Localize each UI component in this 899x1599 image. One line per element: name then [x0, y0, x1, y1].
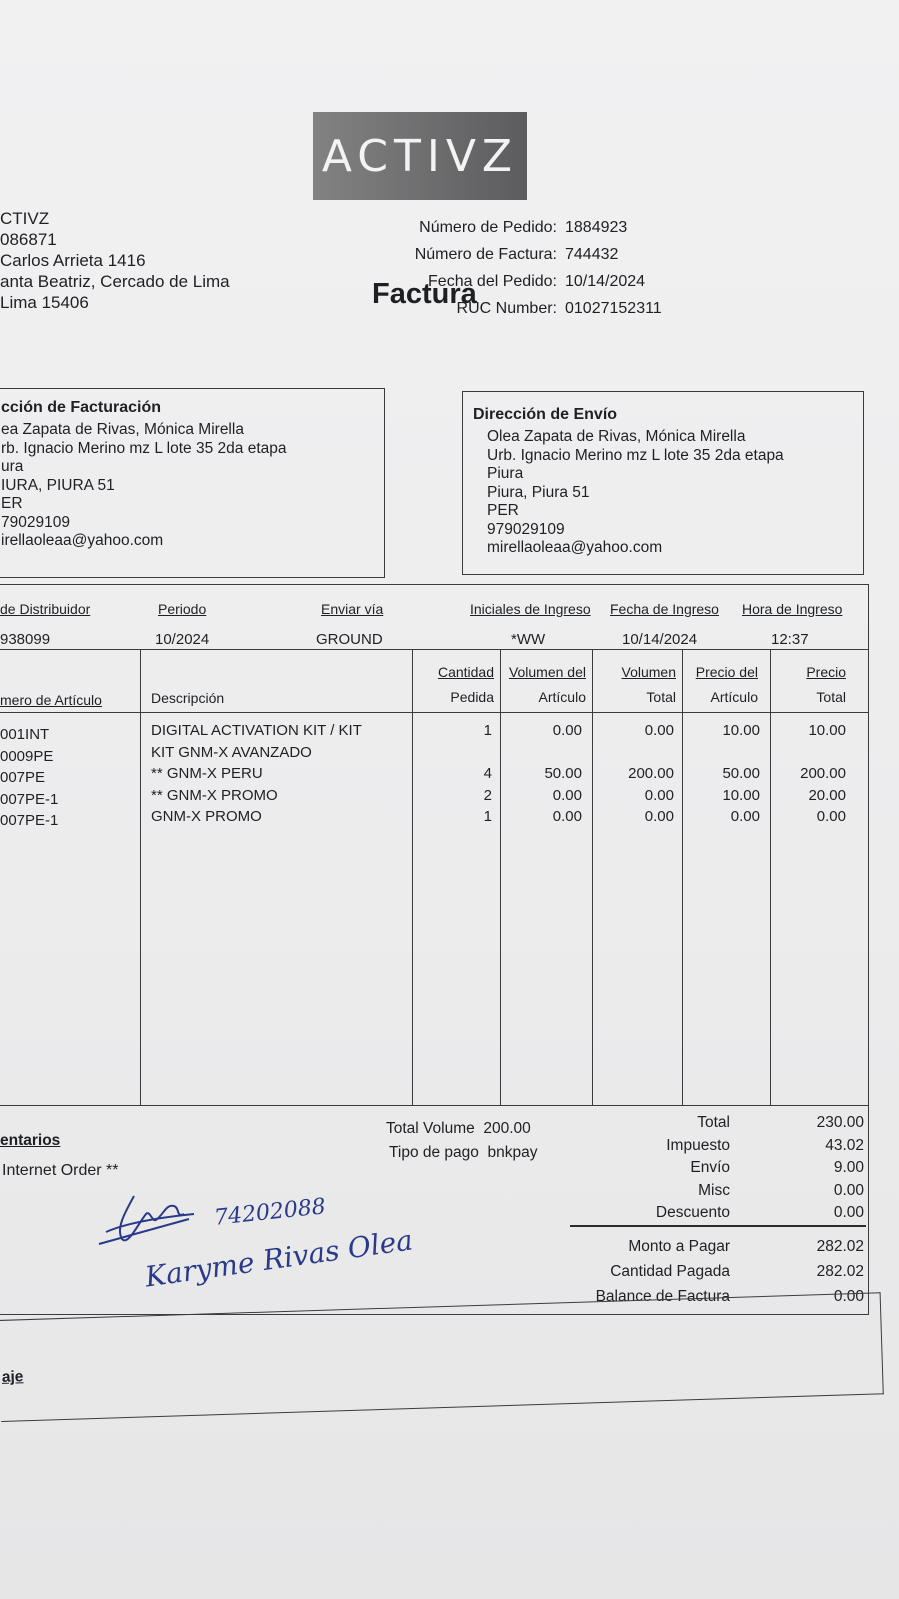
table-cell: 4: [483, 765, 492, 782]
th-item-volume-l1: Volumen del: [508, 664, 586, 680]
meta-label: RUC Number:: [456, 300, 557, 317]
table-cell: 0.00: [552, 722, 582, 739]
entry-time-value: 12:37: [771, 631, 809, 648]
distributor-header: de Distribuidor: [0, 601, 91, 617]
th-item-price: [684, 660, 758, 710]
billing-line: rb. Ignacio Merino mz L lote 35 2da etapa: [1, 439, 287, 457]
billing-address-box: [0, 388, 385, 578]
table-cell: 0.00: [552, 786, 582, 804]
table-cell: ** GNM-X PERU: [151, 765, 263, 782]
payment-type-label: Tipo de pago: [389, 1144, 479, 1161]
totals-list: [588, 1112, 864, 1225]
amount-paid-value: 282.02: [816, 1263, 864, 1280]
billing-line: ER: [1, 495, 23, 512]
table-cell: 10.00: [722, 722, 760, 739]
total-label: Total: [697, 1114, 730, 1131]
shipping-line: Olea Zapata de Rivas, Mónica Mirella: [487, 428, 746, 445]
order-date-row: [392, 268, 662, 295]
table-cell: 0009PE: [0, 747, 54, 765]
billing-line: IURA, PIURA 51: [1, 476, 115, 494]
company-address: [0, 208, 230, 313]
item-volume-column: [502, 720, 582, 828]
signature-scribble: [94, 1184, 204, 1254]
company-line: Lima 15406: [0, 293, 89, 312]
th-quantity: [414, 660, 494, 710]
entry-date-header: Fecha de Ingreso: [610, 601, 719, 617]
table-cell: 10.00: [808, 722, 846, 739]
table-cell: 0.00: [816, 808, 846, 825]
th-item-price-l1: Precio del: [695, 664, 758, 680]
shipping-address-box: [462, 391, 864, 575]
total-volume-label: Total Volume: [386, 1120, 475, 1137]
ship-via-value: GROUND: [316, 631, 383, 648]
company-line: 086871: [0, 230, 57, 249]
company-line: anta Beatriz, Cercado de Lima: [0, 272, 230, 291]
meta-value: 1884923: [565, 219, 628, 236]
table-cell: [502, 742, 582, 764]
distributor-value: 938099: [0, 631, 51, 648]
entry-time-header: Hora de Ingreso: [742, 601, 843, 617]
th-quantity-l1: Cantidad: [437, 664, 494, 680]
tax-row: [588, 1135, 864, 1158]
article-number-column: [0, 724, 58, 832]
total-volume-row: [386, 1118, 531, 1141]
table-cell: 007PE: [0, 769, 46, 786]
table-cell: [684, 742, 760, 764]
total-price-column: [772, 720, 846, 828]
amount-due-row: [572, 1234, 864, 1259]
table-cell: ** GNM-X PROMO: [151, 786, 278, 804]
items-table-frame: [0, 584, 869, 1106]
meta-label: Número de Pedido:: [419, 219, 557, 236]
table-cell: GNM-X PROMO: [151, 808, 262, 825]
entry-date-value: 10/14/2024: [622, 631, 698, 648]
billing-heading: cción de Facturación: [1, 399, 162, 416]
billing-line: ea Zapata de Rivas, Mónica Mirella: [1, 421, 244, 438]
th-total-volume: [594, 660, 676, 710]
table-cell: 1: [483, 722, 492, 739]
misc-label: Misc: [698, 1181, 730, 1199]
table-cell: 007PE-1: [0, 812, 59, 829]
shipping-line: Piura, Piura 51: [487, 483, 590, 501]
shipping-cost-row: [588, 1157, 864, 1180]
misc-value: 0.00: [833, 1181, 864, 1199]
shipping-line: Urb. Ignacio Merino mz L lote 35 2da etapa: [487, 446, 784, 464]
th-total-volume-l2: Total: [646, 689, 676, 705]
table-cell: 2: [483, 786, 492, 804]
table-cell: 0.00: [644, 786, 674, 804]
billing-line: ura: [1, 458, 24, 475]
entry-initials-header: Iniciales de Ingreso: [470, 601, 591, 617]
amount-paid-label: Cantidad Pagada: [610, 1263, 730, 1280]
handwritten-id-number: 74202088: [213, 1194, 327, 1231]
company-line: Carlos Arrieta 1416: [0, 251, 146, 270]
order-meta: [392, 214, 662, 322]
order-number-row: [392, 214, 662, 241]
payment-type-value: bnkpay: [487, 1144, 538, 1161]
table-cell: 0.00: [730, 808, 760, 825]
totals-divider: [570, 1225, 866, 1227]
th-total-volume-l1: Volumen: [621, 664, 676, 680]
activz-logo: ACTIVZ: [313, 112, 527, 200]
totals-frame: [0, 1104, 869, 1315]
column-divider: [592, 650, 593, 1105]
table-cell: 20.00: [808, 786, 846, 804]
th-quantity-l2: Pedida: [450, 689, 494, 705]
handwritten-name: Karyme Rivas Olea: [143, 1223, 415, 1294]
amount-due-label: Monto a Pagar: [628, 1238, 730, 1255]
payment-type-row: [389, 1142, 538, 1165]
meta-value: 10/14/2024: [565, 273, 646, 290]
th-total-price: [772, 660, 846, 710]
th-item-volume-l2: Artículo: [538, 689, 586, 705]
discount-row: [588, 1202, 864, 1225]
shipping-heading: Dirección de Envío: [473, 406, 618, 423]
table-cell: 200.00: [800, 765, 846, 782]
total-value: 230.00: [816, 1114, 864, 1131]
shipping-line: 979029109: [487, 520, 565, 538]
billing-line: irellaoleaa@yahoo.com: [1, 532, 164, 549]
shipping-cost-value: 9.00: [833, 1159, 864, 1176]
column-divider: [412, 650, 413, 1105]
th-total-price-l2: Total: [816, 689, 846, 705]
shipping-line: mirellaoleaa@yahoo.com: [487, 539, 663, 556]
column-divider: [770, 650, 771, 1105]
table-cell: 1: [483, 808, 492, 825]
table-cell: [414, 742, 492, 764]
items-grid: [0, 649, 868, 1105]
amount-due-value: 282.02: [816, 1238, 864, 1255]
th-total-price-l1: Precio: [806, 664, 846, 680]
column-divider: [682, 650, 683, 1105]
meta-label: Fecha del Pedido:: [428, 273, 557, 290]
th-description: Descripción: [151, 690, 225, 706]
meta-label: Número de Factura:: [414, 246, 557, 263]
company-line: CTIVZ: [0, 209, 50, 228]
column-divider: [140, 650, 141, 1105]
document-title: Factura: [372, 278, 477, 310]
shipping-cost-label: Envío: [690, 1159, 730, 1176]
th-item-volume: [502, 660, 586, 710]
comments-heading: entarios: [0, 1132, 61, 1149]
tax-value: 43.02: [825, 1136, 864, 1154]
table-cell: 001INT: [0, 726, 50, 743]
amount-paid-row: [572, 1259, 864, 1284]
table-cell: 0.00: [552, 808, 582, 825]
comments-text: Internet Order **: [2, 1162, 119, 1179]
billing-line: 79029109: [1, 513, 70, 531]
meta-value: 01027152311: [565, 300, 662, 317]
message-heading: aje: [1, 1368, 24, 1386]
table-cell: 007PE-1: [0, 790, 59, 808]
total-volume-column: [594, 720, 674, 828]
discount-value: 0.00: [833, 1204, 864, 1221]
period-value: 10/2024: [155, 631, 210, 648]
ruc-row: [392, 295, 662, 322]
shipping-line: Piura: [487, 465, 524, 482]
table-cell: [594, 742, 674, 764]
table-cell: DIGITAL ACTIVATION KIT / KIT: [151, 722, 362, 739]
period-header: Periodo: [158, 601, 207, 617]
table-cell: 0.00: [644, 808, 674, 825]
table-cell: 50.00: [722, 765, 760, 782]
th-article-number: mero de Artículo: [0, 692, 102, 708]
shipping-line: PER: [487, 502, 519, 519]
item-price-column: [684, 720, 760, 828]
table-cell: 50.00: [544, 765, 582, 782]
invoice-balance-value: 0.00: [833, 1288, 864, 1305]
header-divider: [0, 712, 868, 713]
ship-via-header: Enviar vía: [321, 601, 384, 617]
discount-label: Descuento: [655, 1204, 730, 1221]
column-divider: [500, 650, 501, 1105]
table-cell: 10.00: [722, 786, 760, 804]
misc-row: [588, 1180, 864, 1203]
tax-label: Impuesto: [666, 1136, 730, 1154]
table-cell: 200.00: [628, 765, 674, 782]
meta-value: 744432: [565, 246, 619, 263]
invoice-balance-label: Balance de Factura: [595, 1288, 730, 1305]
total-volume-value: 200.00: [483, 1120, 531, 1137]
invoice-number-row: [392, 241, 662, 268]
entry-initials-value: *WW: [511, 631, 546, 648]
table-cell: KIT GNM-X AVANZADO: [151, 743, 312, 761]
description-column: [151, 720, 362, 828]
table-cell: [772, 742, 846, 764]
quantity-column: [414, 720, 492, 828]
total-row: [588, 1112, 864, 1135]
th-item-price-l2: Artículo: [710, 689, 758, 705]
table-cell: 0.00: [644, 722, 674, 739]
